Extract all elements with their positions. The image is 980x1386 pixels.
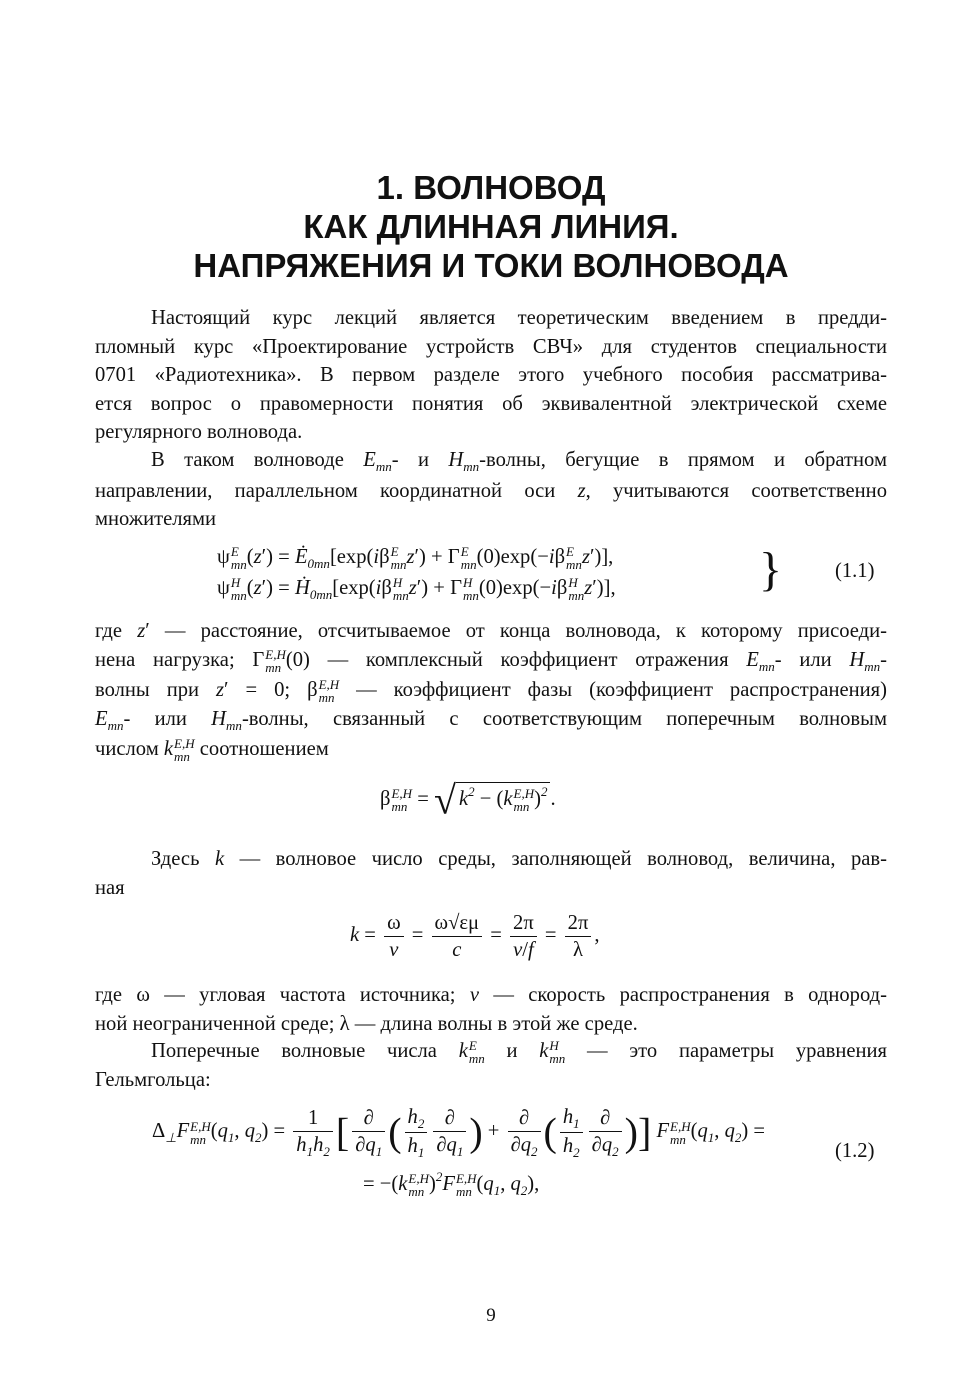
equation-1-2-row-1: $\Delta_\perp F$ E,H mn ($q_1$, $q_2$) = $\frac{1}{h_1h_2}$ [ $\frac{\partial}{\partial q_1}$ ( $\frac{h_2}{h_1}$ $\frac{\partial}{\partial q_1}$ ) + $\frac{\partial}{\partial q_2}$ ( $\frac{h_1}{h_2}$ $\frac{\partial}{\partial q_2}$ )] F E,H mn ($q_1$, $q_2$) = (152, 1106, 766, 1160)
text-line: ной неограниченной среде; λ — длина волны в этой же среде. (95, 1012, 638, 1035)
text-line: ется вопрос о правомерности понятия об эквивалентной электрической схеме (95, 392, 887, 415)
text-line: где ω — угловая частота источника; v — скорость распространения в однород- (95, 984, 888, 1006)
page-number: 9 (486, 1305, 496, 1326)
equation-number: (1.2) (835, 1140, 875, 1162)
equation-beta: β E,H mn = √ $k^2 - (k$ E,H mn )$^2$ . (380, 777, 556, 823)
equation-1-1-row-1: ψ E mn $(z') = Ė_{0mn}[\exp(i\beta$ E mn z′) + Γ E mn (0)exp(−iβ E mn z′)], (217, 544, 614, 573)
paragraph-intro (95, 304, 887, 447)
text-line: нена нагрузка; Γ E,H mn (0) — комплексный коэффициент отражения $E_{mn}-$ или $H_{mn}-$ (95, 646, 887, 675)
equation-k: k = $\frac{\omega}{v}$ = $\frac{\omega√\varepsilon\mu}{c}$ = $\frac{2\pi}{v/f}$ = $\frac{2\pi}{\lambda}$ , (350, 912, 600, 961)
text-line: В таком волноводе $E_{mn}-$ и $H_{mn}$-волны, бегущие в прямом и обратном (151, 449, 887, 474)
text-line: множителями (95, 508, 217, 530)
text-line: числом k E,H mn соотношением (95, 736, 329, 765)
text-line: пломный курс «Проектирование устройств СВЧ» для студентов специальности (95, 335, 887, 358)
text-line: где z′ — расстояние, отсчитываемое от конца волновода, к которому присоеди- (95, 620, 887, 642)
paragraph-helmholtz (95, 1037, 887, 1094)
paragraph-definitions (95, 617, 887, 764)
paragraph-waves (95, 446, 887, 534)
text-line: Гельмгольца: (95, 1068, 211, 1091)
title-line-1: 1. ВОЛНОВОД (376, 169, 606, 206)
equation-number: (1.1) (835, 560, 875, 582)
equation-1-1-row-2: ψ H mn (z′) = Ḣ$_{0mn}$[exp(iβ H mn z′) + Γ H mn (0)exp(−iβ H mn z′)], (217, 575, 616, 604)
chapter-title (95, 168, 887, 285)
text-line: Поперечные волновые числа k E mn и k H mn — это параметры уравнения (151, 1038, 887, 1067)
title-line-3: НАПРЯЖЕНИЯ И ТОКИ ВОЛНОВОДА (193, 247, 789, 284)
paragraph-wavenumber (95, 845, 887, 902)
text-line: Настоящий курс лекций является теоретическим введением в предди- (151, 307, 887, 329)
text-line: направлении, параллельном координатной оси z, учитываются соответственно (95, 479, 887, 502)
equation-1-2-row-2: = −(k E,H mn )$^2$F E,H mn ($q_1$, $q_2$), (363, 1169, 540, 1200)
text-line: $E_{mn}-$ или $H_{mn}$-волны, связанный с соответствующим поперечным волновым (95, 707, 887, 733)
paragraph-omega (95, 981, 887, 1038)
text-line: 0701 «Радиотехника». В первом разделе этого учебного пособия рассматрива- (95, 364, 887, 386)
text-line: Здесь k — волновое число среды, заполняющей волновод, величина, рав- (151, 848, 887, 870)
text-line: регулярного волновода. (95, 421, 303, 443)
title-line-2: КАК ДЛИННАЯ ЛИНИЯ. (303, 208, 679, 245)
right-brace: } (759, 543, 783, 596)
text-line: волны при z′ = 0; β E,H mn — коэффициент фазы (коэффициент распространения) (95, 677, 887, 706)
text-line: ная (95, 876, 125, 899)
